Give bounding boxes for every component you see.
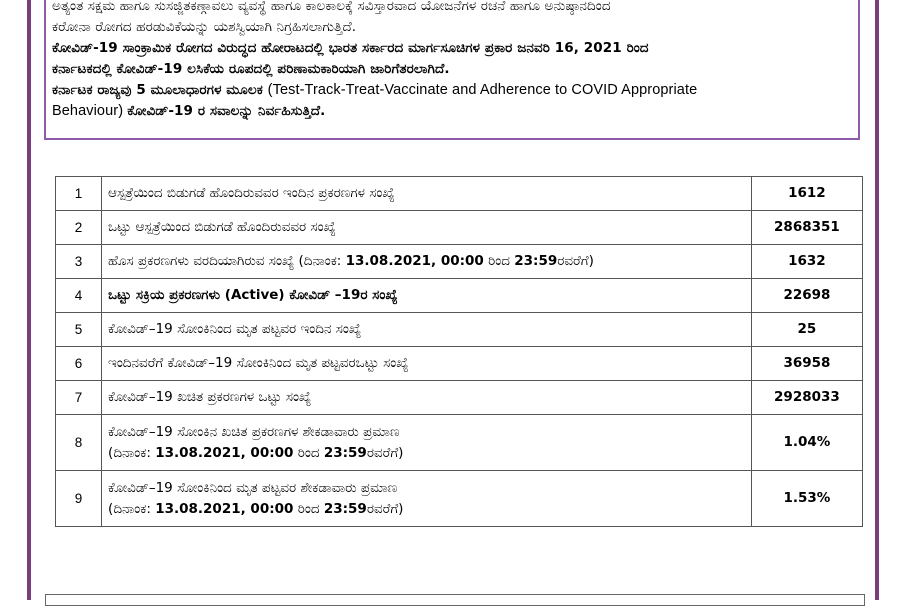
- intro-line-2: ಕರೋನಾ ರೋಗದ ಹರಡುವಿಕೆಯನ್ನು ಯಶಸ್ವಿಯಾಗಿ ನಿಗ್ರಹಿಸಲಾಗುತ್ತಿದೆ.: [52, 19, 357, 35]
- next-table-edge: [45, 594, 865, 606]
- row-description: ಆಸ್ಪತ್ರೆಯಿಂದ ಬಿಡುಗಡೆ ಹೊಂದಿರುವವರ ಇಂದಿನ ಪ್ರಕರಣಗಳ ಸಂಖ್ಯೆ: [102, 177, 752, 211]
- row-description: ಕೋವಿಡ್–19 ಖಚಿತ ಪ್ರಕರಣಗಳ ಒಟ್ಟು ಸಂಖ್ಯೆ: [102, 381, 752, 415]
- table-row: [56, 177, 863, 211]
- desc-text: ಹೊಸ ಪ್ರಕರಣಗಳು ವರದಿಯಾಗಿರುವ ಸಂಖ್ಯೆ (ದಿನಾಂಕ:: [108, 253, 346, 269]
- row-value: 25: [751, 313, 862, 347]
- row-number: 7: [56, 381, 102, 415]
- intro-line-5-kannada: ಕರ್ನಾಟಕ ರಾಜ್ಯವು 5 ಮೂಲಾಧಾರಗಳ ಮೂಲಕ: [52, 82, 268, 98]
- intro-line-5-english: (Test-Track-Treat-Vaccinate and Adherence to COVID Appropriate: [267, 82, 698, 98]
- table-row: [56, 347, 863, 381]
- row-value: 1612: [751, 177, 862, 211]
- table-row: [56, 381, 863, 415]
- row-value: 1.04%: [751, 415, 862, 471]
- row-description: [102, 471, 752, 527]
- desc-date-line: [108, 501, 745, 518]
- row-number: 9: [56, 471, 102, 527]
- table-row: [56, 415, 863, 471]
- row-value: 1.53%: [751, 471, 862, 527]
- table-row: [56, 471, 863, 527]
- row-number: 6: [56, 347, 102, 381]
- desc-date-prefix: (ದಿನಾಂಕ:: [108, 500, 156, 517]
- row-description: ಕೋವಿಡ್–19 ಸೋಂಕಿನಿಂದ ಮೃತ ಪಟ್ಟವರ ಇಂದಿನ ಸಂಖ್ಯೆ: [102, 313, 752, 347]
- row-description: [102, 245, 752, 279]
- date-range: 13.08.2021, 00:00: [155, 444, 294, 461]
- desc-until: ರವರೆಗೆ): [366, 444, 404, 461]
- desc-until: ರವರೆಗೆ): [366, 500, 404, 517]
- desc-text: ಕೋವಿಡ್–19 ಸೋಂಕಿನ ಖಚಿತ ಪ್ರಕರಣಗಳ ಶೇಕಡಾವಾರು ಪ್ರಮಾಣ: [108, 423, 400, 440]
- desc-text: ಕೋವಿಡ್–19 ಸೋಂಕಿನಿಂದ ಮೃತ ಪಟ್ಟವರ ಶೇಕಡಾವಾರು ಪ್ರಮಾಣ: [108, 479, 398, 496]
- row-value: 22698: [751, 279, 862, 313]
- date-range: 13.08.2021, 00:00: [155, 500, 294, 517]
- intro-line-1: ಅತ್ಯಂತ ಸಕ್ಷಮ ಹಾಗೂ ಸುಸಜ್ಜಿತಕಣ್ಗಾವಲು ವ್ಯವಸ್ಥೆ ಹಾಗೂ ಕಾಲಕಾಲಕ್ಕೆ ಸವಿಸ್ತಾರವಾದ ಯೋಜನೆಗಳ ರಚನೆ ಹಾಗೂ ಅನುಷ್ಠಾನದಿಂದ: [52, 0, 611, 14]
- time-end: 23:59: [323, 444, 367, 461]
- row-value: 2928033: [751, 381, 862, 415]
- table-row: [56, 245, 863, 279]
- row-value: 1632: [751, 245, 862, 279]
- desc-date-line: [108, 445, 745, 462]
- intro-line-4: ಕರ್ನಾಟಕದಲ್ಲಿ ಕೋವಿಡ್-19 ಲಸಿಕೆಯ ರೂಪದಲ್ಲಿ ಪರಿಣಾಮಕಾರಿಯಾಗಿ ಜಾರಿಗೆತರಲಾಗಿದೆ.: [52, 61, 450, 77]
- intro-line-5: [52, 80, 852, 101]
- intro-line-3: ಕೋವಿಡ್-19 ಸಾಂಕ್ರಾಮಿಕ ರೋಗದ ವಿರುದ್ಧದ ಹೋರಾಟದಲ್ಲಿ ಭಾರತ ಸರ್ಕಾರದ ಮಾರ್ಗಸೂಚಿಗಳ ಪ್ರಕಾರ ಜನವರಿ 16, 2021 ರಿಂದ: [52, 40, 649, 56]
- desc-until: ರವರೆಗೆ): [557, 253, 594, 269]
- page-frame-left: [27, 0, 31, 600]
- row-number: 3: [56, 245, 102, 279]
- intro-line-6-kannada: ಕೋವಿಡ್-19 ರ ಸವಾಲನ್ನು ನಿರ್ವಹಿಸುತ್ತಿದೆ.: [127, 103, 326, 119]
- desc-date-prefix: (ದಿನಾಂಕ:: [108, 444, 156, 461]
- row-value: 2868351: [751, 211, 862, 245]
- desc-from: ರಿಂದ: [293, 500, 324, 517]
- time-end: 23:59: [514, 253, 558, 269]
- table-row: [56, 211, 863, 245]
- row-number: 8: [56, 415, 102, 471]
- covid-stats-table: [55, 176, 863, 527]
- row-description: ಇಂದಿನವರೆಗೆ ಕೋವಿಡ್–19 ಸೋಂಕಿನಿಂದ ಮೃತ ಪಟ್ಟವರಒಟ್ಟು ಸಂಖ್ಯೆ: [102, 347, 752, 381]
- row-number: 2: [56, 211, 102, 245]
- table-row: [56, 279, 863, 313]
- table-row: [56, 313, 863, 347]
- row-value: 36958: [751, 347, 862, 381]
- intro-line-6: [52, 101, 852, 122]
- intro-box: [44, 0, 860, 140]
- row-description: ಒಟ್ಟು ಆಸ್ಪತ್ರೆಯಿಂದ ಬಿಡುಗಡೆ ಹೊಂದಿರುವವರ ಸಂಖ್ಯೆ: [102, 211, 752, 245]
- row-number: 1: [56, 177, 102, 211]
- desc-from: ರಿಂದ: [483, 253, 515, 269]
- date-range: 13.08.2021, 00:00: [345, 253, 484, 269]
- desc-from: ರಿಂದ: [293, 444, 324, 461]
- row-description: ಒಟ್ಟು ಸಕ್ರಿಯ ಪ್ರಕರಣಗಳು (Active) ಕೋವಿಡ್ –19ರ ಸಂಖ್ಯೆ: [102, 279, 752, 313]
- page-frame-right: [875, 0, 879, 600]
- time-end: 23:59: [323, 500, 367, 517]
- row-description: [102, 415, 752, 471]
- intro-line-6-english: Behaviour): [52, 103, 128, 119]
- row-number: 5: [56, 313, 102, 347]
- row-number: 4: [56, 279, 102, 313]
